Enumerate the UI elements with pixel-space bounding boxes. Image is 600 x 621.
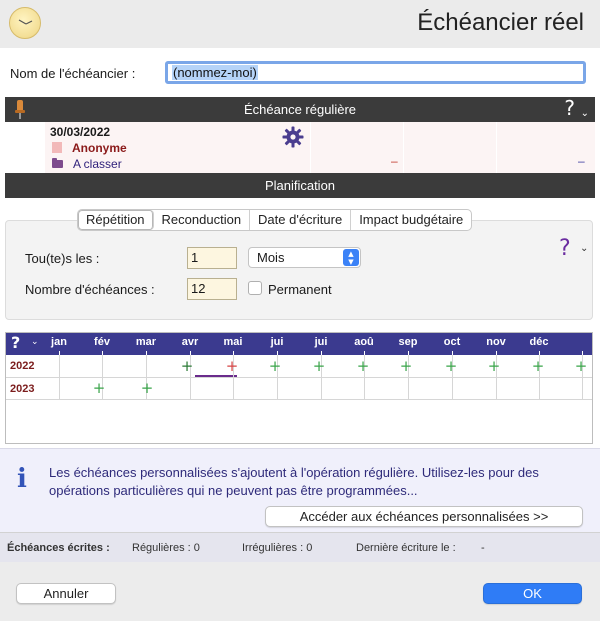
count-label: Nombre d'échéances : xyxy=(25,282,155,297)
tab-date-ecriture[interactable]: Date d'écriture xyxy=(250,210,351,230)
folder-icon xyxy=(52,160,63,168)
calendar-help-icon[interactable]: ? xyxy=(11,333,21,352)
clock-icon xyxy=(9,7,41,39)
planification-header: Planification xyxy=(5,173,595,198)
irregular-count: Irrégulières : 0 xyxy=(242,542,313,554)
echeance-cell xyxy=(404,122,496,173)
schedule-marker[interactable]: + xyxy=(140,379,154,397)
calendar-month-11: nov xyxy=(486,336,506,348)
cancel-button[interactable]: Annuler xyxy=(16,583,116,604)
schedule-marker[interactable]: + xyxy=(92,379,106,397)
permanent-checkbox[interactable] xyxy=(248,281,262,295)
repetition-panel xyxy=(5,220,593,320)
count-input[interactable]: 12 xyxy=(187,278,237,300)
echeance-category-label: A classer xyxy=(73,157,122,171)
payee-icon xyxy=(52,142,62,153)
tab-impact-budgetaire[interactable]: Impact budgétaire xyxy=(359,212,464,227)
calendar-month-10: oct xyxy=(443,336,461,348)
row-divider xyxy=(6,377,592,378)
row-divider xyxy=(6,399,592,400)
echeance-payee xyxy=(52,141,127,155)
schedule-marker[interactable]: + xyxy=(268,357,282,375)
tab-reconduction[interactable]: Reconduction xyxy=(154,210,251,230)
every-input[interactable]: 1 xyxy=(187,247,237,269)
calendar-month-9: sep xyxy=(398,336,418,348)
calendar-month-4: avr xyxy=(181,336,199,348)
schedule-marker[interactable]: + xyxy=(356,357,370,375)
month-divider xyxy=(59,355,60,400)
chevron-down-icon[interactable]: ⌄ xyxy=(580,243,589,254)
current-period-marker xyxy=(195,375,237,377)
name-input[interactable] xyxy=(165,61,586,84)
ok-button[interactable]: OK xyxy=(483,583,582,604)
tab-repetition[interactable]: Répétition xyxy=(78,210,154,230)
unit-select[interactable] xyxy=(248,247,361,268)
access-custom-schedules-button[interactable]: Accéder aux échéances personnalisées >> xyxy=(265,506,583,527)
schedule-marker[interactable]: + xyxy=(531,357,545,375)
last-written-label: Dernière écriture le : xyxy=(356,542,456,554)
calendar-header xyxy=(6,333,592,355)
schedule-marker[interactable]: + xyxy=(399,357,413,375)
schedule-marker[interactable]: + xyxy=(444,357,458,375)
echeance-help-icon[interactable]: ? xyxy=(564,96,575,120)
title-bar xyxy=(0,0,600,48)
calendar-month-12: déc xyxy=(529,336,549,348)
echeance-header-title: Échéance régulière xyxy=(243,102,357,117)
echeance-row[interactable] xyxy=(5,122,595,173)
last-written-value: - xyxy=(481,542,485,554)
schedule-marker[interactable]: + xyxy=(180,357,194,375)
echeance-payee-label: Anonyme xyxy=(72,141,127,155)
calendar-month-6: jui xyxy=(270,336,284,348)
permanent-label[interactable]: Permanent xyxy=(268,282,332,297)
calendar-month-7: jui xyxy=(314,336,328,348)
echeance-date: 30/03/2022 xyxy=(50,125,111,139)
schedule-marker[interactable]: + xyxy=(312,357,326,375)
gear-icon[interactable] xyxy=(282,126,304,148)
calendar-month-1: jan xyxy=(51,336,67,348)
every-label: Tou(te)s les : xyxy=(25,251,100,266)
tab-bar xyxy=(77,209,472,231)
regular-count: Régulières : 0 xyxy=(132,542,200,554)
amount-debit: – xyxy=(391,154,398,168)
calendar-month-3: mar xyxy=(135,336,157,348)
pin-icon xyxy=(15,100,25,119)
repetition-help-icon[interactable]: ? xyxy=(559,236,571,261)
schedule-marker[interactable]: + xyxy=(487,357,501,375)
window-title: Échéancier réel xyxy=(417,9,584,36)
year-label-2022: 2022 xyxy=(10,360,35,372)
echeance-category xyxy=(52,157,122,171)
amount-credit: – xyxy=(578,154,585,168)
schedule-marker[interactable]: + xyxy=(574,357,588,375)
calendar-month-8: aoû xyxy=(354,336,374,348)
calendar-month-2: fév xyxy=(94,336,110,348)
year-label-2023: 2023 xyxy=(10,383,35,395)
name-input-value: (nommez-moi) xyxy=(173,65,257,80)
stats-bar xyxy=(0,532,600,562)
select-arrows-icon: ▲ ▼ xyxy=(343,249,359,266)
calendar-month-5: mai xyxy=(223,336,243,348)
echeance-cell xyxy=(5,122,45,173)
info-text: Les échéances personnalisées s'ajoutent à l'opération régulière. Utilisez-les pour des opérations particulières qui ne peuvent pas être programmées... xyxy=(49,465,539,498)
chevron-down-icon[interactable]: ⌄ xyxy=(31,337,39,347)
chevron-down-icon[interactable]: ⌄ xyxy=(580,108,589,119)
schedule-marker[interactable]: + xyxy=(225,357,239,375)
echeance-cell xyxy=(311,122,403,173)
written-label: Échéances écrites : xyxy=(7,542,110,554)
schedule-calendar[interactable] xyxy=(5,332,593,444)
name-label: Nom de l'échéancier : xyxy=(10,66,136,81)
echeance-header xyxy=(5,97,595,122)
info-icon: i xyxy=(17,464,27,494)
unit-select-value: Mois xyxy=(257,250,285,265)
